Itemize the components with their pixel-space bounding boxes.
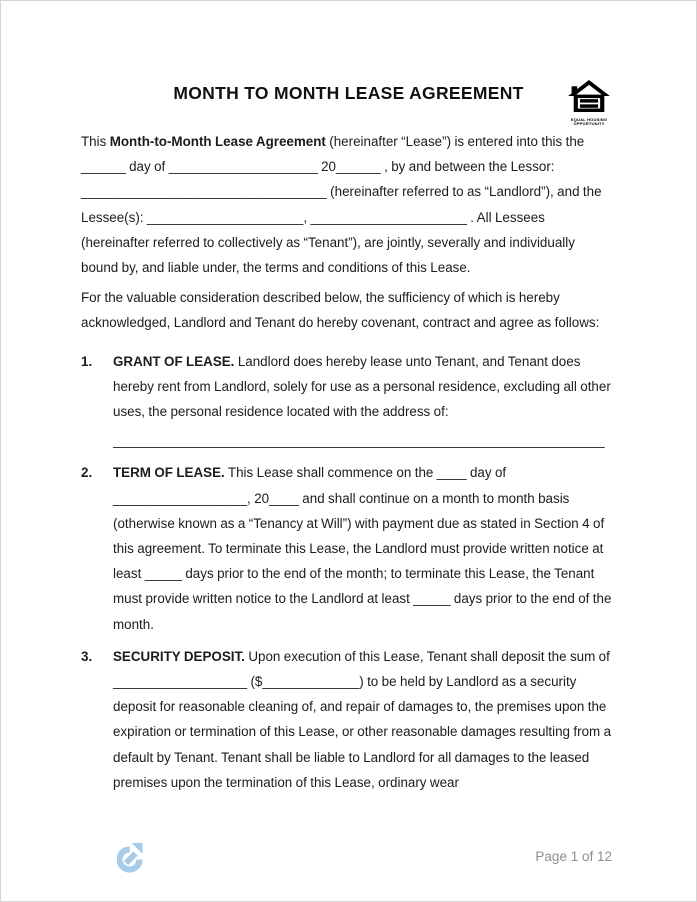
page-indicator: Page 1 of 12	[535, 849, 612, 864]
section-number: 2.	[81, 465, 93, 481]
equal-housing-house-icon	[568, 80, 610, 112]
brand-circular-arrow-icon	[117, 840, 144, 874]
equal-housing-caption-line1: EQUAL HOUSING	[570, 117, 608, 122]
section-heading: GRANT OF LEASE.	[113, 353, 235, 369]
consideration-paragraph: For the valuable consideration described below, the sufficiency of which is hereby acknowledged, Landlord and Tenant do hereby covenant, contract and agree as follows:	[81, 290, 600, 331]
section-text	[113, 349, 614, 454]
section-number: 1.	[81, 353, 93, 369]
section-body-text: This Lease shall commence on the ____ day of __________________, 20____ and shall continue on a month to month basis (otherwise known as a “Tenancy at Will”) with payment due as stated in Section 4 of this agreement. To terminate this Lease, the Landlord must provide written notice at least _____ days prior to the end of the month; to terminate this Lease, the Tenant must provide written notice to the Landlord at least _____ days prior to the end of the month.	[113, 465, 612, 632]
intro-paragraph	[81, 129, 614, 280]
document-title: MONTH TO MONTH LEASE AGREEMENT	[173, 83, 524, 103]
numbered-sections	[81, 349, 614, 795]
section-grant-of-lease	[81, 349, 614, 454]
section-heading: SECURITY DEPOSIT.	[113, 648, 245, 664]
equal-housing-caption	[566, 118, 612, 126]
section-number: 3.	[81, 648, 93, 664]
intro-agreement-name: Month-to-Month Lease Agreement	[109, 134, 326, 149]
section-term-of-lease	[81, 460, 614, 636]
document-body	[81, 129, 614, 795]
section-security-deposit	[81, 644, 614, 795]
section-text	[113, 644, 614, 795]
section-heading: TERM OF LEASE.	[113, 465, 225, 481]
intro-rest-text: (hereinafter “Lease”) is entered into this the ______ day of ____________________ 20______ , by and between the Lessor: _________________________________ (hereinafter referred to as “Landlord”), and the Lessee(s): _____________________, _____________________ . All Lessees (hereinafter referred to collectively as “Tenant”), are jointly, severally and individually bound by, and liable under, the terms and conditions of this Lease.	[81, 134, 602, 276]
equal-housing-caption-line2: OPPORTUNITY	[573, 121, 605, 127]
section-body-text: Upon execution of this Lease, Tenant shall deposit the sum of __________________ ($_____________) to be held by Landlord as a security deposit for reasonable cleaning of, and repair of damages to, the premises upon the expiration or termination of this Lease, or other reasonable damages resulting from a default by Tenant. Tenant shall be liable to Landlord for all damages to the leased premises upon the termination of this Lease, ordinary wear	[113, 648, 612, 790]
address-blank-line: __________________________________________________________________	[113, 433, 605, 449]
page-footer	[81, 839, 612, 875]
intro-pre-text: This	[81, 134, 110, 149]
equal-housing-logo	[566, 80, 612, 126]
section-body-text: Landlord does hereby lease unto Tenant, and Tenant does hereby rent from Landlord, solely for use as a personal residence, excluding all other uses, the personal residence located with the address of:	[113, 353, 611, 420]
section-text	[113, 460, 614, 636]
